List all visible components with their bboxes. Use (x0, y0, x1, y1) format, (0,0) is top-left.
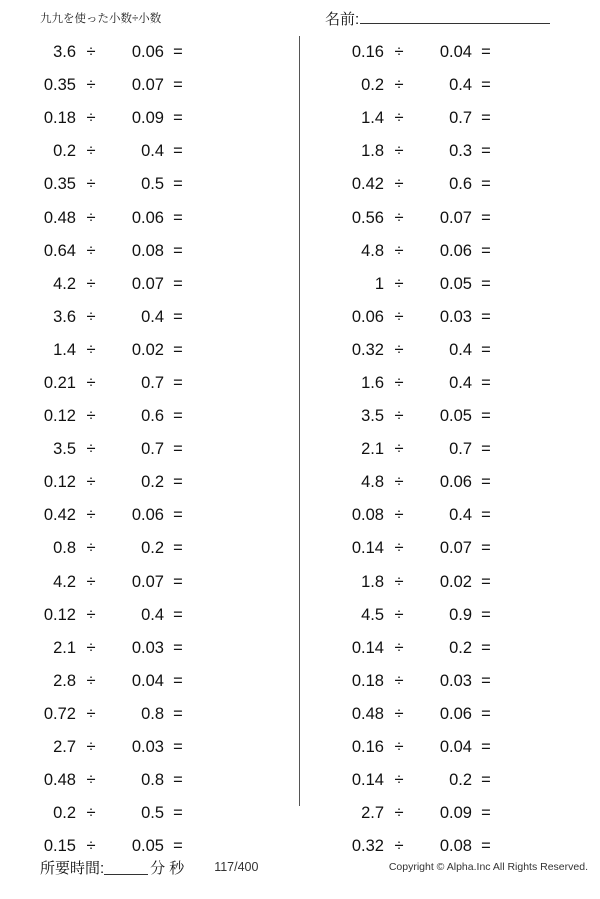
equals-sign: = (481, 440, 491, 459)
equals-sign: = (173, 605, 183, 624)
divide-icon: ÷ (86, 208, 96, 227)
dividend: 0.06 (351, 307, 384, 326)
dividend: 1.4 (361, 109, 384, 128)
divisor: 0.9 (449, 605, 472, 624)
divisor: 0.8 (141, 771, 164, 790)
equals-sign: = (481, 738, 491, 757)
problem-row (300, 566, 600, 599)
divide-icon: ÷ (86, 738, 96, 757)
copyright-notice: Copyright © Alpha.Inc All Rights Reserved. (388, 861, 588, 873)
dividend: 1.6 (361, 373, 384, 392)
minute-unit-label: 分 (150, 859, 166, 877)
dividend: 0.42 (43, 506, 76, 525)
divide-icon: ÷ (394, 43, 404, 62)
divisor: 0.04 (439, 738, 472, 757)
equals-sign: = (173, 473, 183, 492)
divisor: 0.05 (439, 407, 472, 426)
divisor: 0.06 (439, 473, 472, 492)
divisor: 0.04 (439, 43, 472, 62)
equals-sign: = (173, 638, 183, 657)
equals-sign: = (173, 76, 183, 95)
divisor: 0.4 (141, 142, 164, 161)
divide-icon: ÷ (394, 704, 404, 723)
divisor: 0.2 (449, 771, 472, 790)
dividend: 0.42 (351, 175, 384, 194)
equals-sign: = (173, 539, 183, 558)
problem-row (0, 532, 300, 565)
divisor: 0.7 (449, 109, 472, 128)
divisor: 0.07 (439, 539, 472, 558)
dividend: 3.6 (53, 43, 76, 62)
equals-sign: = (481, 605, 491, 624)
divisor: 0.5 (141, 804, 164, 823)
divisor: 0.4 (141, 307, 164, 326)
problem-row (0, 599, 300, 632)
dividend: 0.21 (43, 373, 76, 392)
divide-icon: ÷ (86, 771, 96, 790)
divisor: 0.4 (449, 373, 472, 392)
divisor: 0.06 (439, 241, 472, 260)
equals-sign: = (173, 440, 183, 459)
equals-sign: = (173, 738, 183, 757)
divide-icon: ÷ (86, 43, 96, 62)
divide-icon: ÷ (86, 142, 96, 161)
problem-row (0, 268, 300, 301)
name-label: 名前: (325, 10, 360, 28)
problem-row (300, 532, 600, 565)
divisor: 0.06 (131, 506, 164, 525)
dividend: 4.8 (361, 241, 384, 260)
page-title: 九九を使った小数÷小数 (40, 13, 162, 25)
dividend: 0.18 (43, 109, 76, 128)
divisor: 0.2 (141, 539, 164, 558)
dividend: 0.12 (43, 473, 76, 492)
equals-sign: = (173, 837, 183, 856)
problem-row (0, 367, 300, 400)
divide-icon: ÷ (394, 771, 404, 790)
equals-sign: = (481, 208, 491, 227)
divide-icon: ÷ (394, 274, 404, 293)
divisor: 0.4 (449, 76, 472, 95)
dividend: 0.56 (351, 208, 384, 227)
equals-sign: = (173, 109, 183, 128)
dividend: 1.8 (361, 142, 384, 161)
divide-icon: ÷ (86, 539, 96, 558)
problem-row (0, 499, 300, 532)
dividend: 2.1 (361, 440, 384, 459)
divide-icon: ÷ (86, 274, 96, 293)
divisor: 0.7 (141, 373, 164, 392)
time-taken-label: 所要時間: (40, 859, 105, 877)
divide-icon: ÷ (394, 373, 404, 392)
equals-sign: = (173, 572, 183, 591)
divisor: 0.06 (439, 704, 472, 723)
problem-row (0, 334, 300, 367)
divide-icon: ÷ (86, 572, 96, 591)
divide-icon: ÷ (394, 142, 404, 161)
divisor: 0.6 (449, 175, 472, 194)
problem-row (300, 698, 600, 731)
problem-row (0, 731, 300, 764)
divisor: 0.06 (131, 208, 164, 227)
equals-sign: = (481, 704, 491, 723)
equals-sign: = (481, 142, 491, 161)
divide-icon: ÷ (86, 175, 96, 194)
equals-sign: = (173, 771, 183, 790)
name-field-area (290, 8, 590, 29)
problem-row (0, 102, 300, 135)
divide-icon: ÷ (86, 340, 96, 359)
equals-sign: = (481, 373, 491, 392)
equals-sign: = (481, 407, 491, 426)
problem-row (300, 334, 600, 367)
equals-sign: = (173, 340, 183, 359)
divide-icon: ÷ (394, 340, 404, 359)
divisor: 0.3 (449, 142, 472, 161)
equals-sign: = (481, 771, 491, 790)
divisor: 0.02 (439, 572, 472, 591)
dividend: 2.8 (53, 671, 76, 690)
equals-sign: = (481, 671, 491, 690)
dividend: 0.32 (351, 837, 384, 856)
name-input-line[interactable] (360, 8, 550, 24)
divisor: 0.6 (141, 407, 164, 426)
divide-icon: ÷ (394, 109, 404, 128)
column-divider (299, 36, 300, 806)
minutes-input-line[interactable] (104, 859, 148, 875)
problem-row (300, 797, 600, 830)
problem-row (300, 102, 600, 135)
problem-row (0, 301, 300, 334)
divide-icon: ÷ (394, 506, 404, 525)
divide-icon: ÷ (86, 76, 96, 95)
divisor: 0.07 (131, 76, 164, 95)
divisor: 0.7 (141, 440, 164, 459)
divisor: 0.05 (131, 837, 164, 856)
divisor: 0.03 (439, 307, 472, 326)
divide-icon: ÷ (86, 407, 96, 426)
divide-icon: ÷ (394, 241, 404, 260)
divide-icon: ÷ (394, 671, 404, 690)
dividend: 0.2 (361, 76, 384, 95)
problem-row (0, 797, 300, 830)
problem-row (0, 632, 300, 665)
divide-icon: ÷ (86, 671, 96, 690)
problem-row (0, 235, 300, 268)
divisor: 0.08 (131, 241, 164, 260)
dividend: 4.8 (361, 473, 384, 492)
equals-sign: = (173, 804, 183, 823)
divisor: 0.8 (141, 704, 164, 723)
divide-icon: ÷ (394, 572, 404, 591)
divisor: 0.02 (131, 340, 164, 359)
divide-icon: ÷ (394, 307, 404, 326)
divide-icon: ÷ (394, 738, 404, 757)
divisor: 0.03 (131, 638, 164, 657)
problem-row (0, 698, 300, 731)
equals-sign: = (173, 43, 183, 62)
equals-sign: = (481, 572, 491, 591)
divisor: 0.07 (131, 572, 164, 591)
problem-row (300, 731, 600, 764)
dividend: 4.2 (53, 572, 76, 591)
divide-icon: ÷ (394, 76, 404, 95)
divisor: 0.08 (439, 837, 472, 856)
problem-row (300, 433, 600, 466)
equals-sign: = (481, 804, 491, 823)
problem-row (0, 69, 300, 102)
divisor: 0.07 (131, 274, 164, 293)
dividend: 0.72 (43, 704, 76, 723)
equals-sign: = (173, 241, 183, 260)
divide-icon: ÷ (394, 804, 404, 823)
dividend: 3.5 (361, 407, 384, 426)
dividend: 0.35 (43, 175, 76, 194)
divide-icon: ÷ (86, 704, 96, 723)
dividend: 0.12 (43, 407, 76, 426)
page-header (0, 0, 600, 30)
dividend: 0.32 (351, 340, 384, 359)
dividend: 0.35 (43, 76, 76, 95)
equals-sign: = (173, 142, 183, 161)
problem-row (0, 201, 300, 234)
problem-row (300, 499, 600, 532)
divisor: 0.09 (131, 109, 164, 128)
dividend: 0.48 (351, 704, 384, 723)
problem-row (0, 36, 300, 69)
divide-icon: ÷ (394, 440, 404, 459)
problem-row (300, 135, 600, 168)
equals-sign: = (481, 175, 491, 194)
divide-icon: ÷ (86, 440, 96, 459)
problem-row (300, 201, 600, 234)
divide-icon: ÷ (86, 373, 96, 392)
problem-row (300, 168, 600, 201)
dividend: 4.5 (361, 605, 384, 624)
equals-sign: = (173, 274, 183, 293)
problem-columns (0, 30, 600, 856)
divisor: 0.09 (439, 804, 472, 823)
equals-sign: = (481, 274, 491, 293)
divisor: 0.4 (449, 340, 472, 359)
dividend: 0.15 (43, 837, 76, 856)
equals-sign: = (173, 506, 183, 525)
dividend: 0.08 (351, 506, 384, 525)
divide-icon: ÷ (394, 208, 404, 227)
divisor: 0.03 (131, 738, 164, 757)
divide-icon: ÷ (86, 804, 96, 823)
divide-icon: ÷ (394, 638, 404, 657)
equals-sign: = (173, 175, 183, 194)
divisor: 0.2 (141, 473, 164, 492)
dividend: 0.12 (43, 605, 76, 624)
problem-row (300, 599, 600, 632)
equals-sign: = (481, 109, 491, 128)
problem-row (0, 168, 300, 201)
dividend: 0.16 (351, 738, 384, 757)
dividend: 0.48 (43, 771, 76, 790)
problem-row (300, 466, 600, 499)
divide-icon: ÷ (394, 605, 404, 624)
problem-row (0, 135, 300, 168)
dividend: 1.8 (361, 572, 384, 591)
equals-sign: = (173, 407, 183, 426)
problem-row (300, 36, 600, 69)
equals-sign: = (481, 473, 491, 492)
dividend: 1 (374, 274, 384, 293)
dividend: 0.48 (43, 208, 76, 227)
equals-sign: = (481, 539, 491, 558)
equals-sign: = (481, 506, 491, 525)
dividend: 3.6 (53, 307, 76, 326)
dividend: 3.5 (53, 440, 76, 459)
problem-row (300, 632, 600, 665)
dividend: 0.2 (53, 142, 76, 161)
problem-row (300, 665, 600, 698)
dividend: 0.2 (53, 804, 76, 823)
divide-icon: ÷ (394, 407, 404, 426)
dividend: 2.1 (53, 638, 76, 657)
divide-icon: ÷ (86, 109, 96, 128)
problem-row (0, 566, 300, 599)
equals-sign: = (173, 307, 183, 326)
divisor: 0.04 (131, 671, 164, 690)
problem-row (300, 301, 600, 334)
divide-icon: ÷ (86, 638, 96, 657)
divide-icon: ÷ (86, 473, 96, 492)
problem-row (300, 69, 600, 102)
left-problem-column (0, 30, 300, 856)
divide-icon: ÷ (394, 539, 404, 558)
dividend: 0.14 (351, 638, 384, 657)
divide-icon: ÷ (86, 307, 96, 326)
divisor: 0.07 (439, 208, 472, 227)
divide-icon: ÷ (86, 506, 96, 525)
problem-row (300, 400, 600, 433)
right-problem-column (300, 30, 600, 856)
divide-icon: ÷ (394, 175, 404, 194)
divide-icon: ÷ (86, 605, 96, 624)
problem-row (0, 433, 300, 466)
dividend: 2.7 (361, 804, 384, 823)
problem-row (300, 367, 600, 400)
problem-row (300, 268, 600, 301)
problem-row (0, 665, 300, 698)
divisor: 0.4 (449, 506, 472, 525)
equals-sign: = (481, 43, 491, 62)
divisor: 0.4 (141, 605, 164, 624)
divide-icon: ÷ (86, 241, 96, 260)
dividend: 2.7 (53, 738, 76, 757)
divide-icon: ÷ (394, 837, 404, 856)
equals-sign: = (173, 704, 183, 723)
equals-sign: = (173, 208, 183, 227)
problem-row (0, 764, 300, 797)
equals-sign: = (481, 340, 491, 359)
dividend: 0.18 (351, 671, 384, 690)
dividend: 0.14 (351, 539, 384, 558)
problem-row (300, 235, 600, 268)
divisor: 0.05 (439, 274, 472, 293)
divisor: 0.5 (141, 175, 164, 194)
equals-sign: = (173, 373, 183, 392)
dividend: 0.14 (351, 771, 384, 790)
problem-row (300, 764, 600, 797)
divisor: 0.7 (449, 440, 472, 459)
equals-sign: = (481, 76, 491, 95)
equals-sign: = (481, 638, 491, 657)
page-footer (0, 847, 600, 899)
equals-sign: = (481, 241, 491, 260)
dividend: 0.64 (43, 241, 76, 260)
page-number: 117/400 (214, 860, 259, 874)
dividend: 0.16 (351, 43, 384, 62)
divide-icon: ÷ (394, 473, 404, 492)
divide-icon: ÷ (86, 837, 96, 856)
equals-sign: = (173, 671, 183, 690)
problem-row (0, 466, 300, 499)
second-unit-label: 秒 (169, 859, 185, 877)
equals-sign: = (481, 837, 491, 856)
dividend: 0.8 (53, 539, 76, 558)
problem-row (0, 400, 300, 433)
dividend: 1.4 (53, 340, 76, 359)
divisor: 0.2 (449, 638, 472, 657)
divisor: 0.03 (439, 671, 472, 690)
dividend: 4.2 (53, 274, 76, 293)
divisor: 0.06 (131, 43, 164, 62)
equals-sign: = (481, 307, 491, 326)
